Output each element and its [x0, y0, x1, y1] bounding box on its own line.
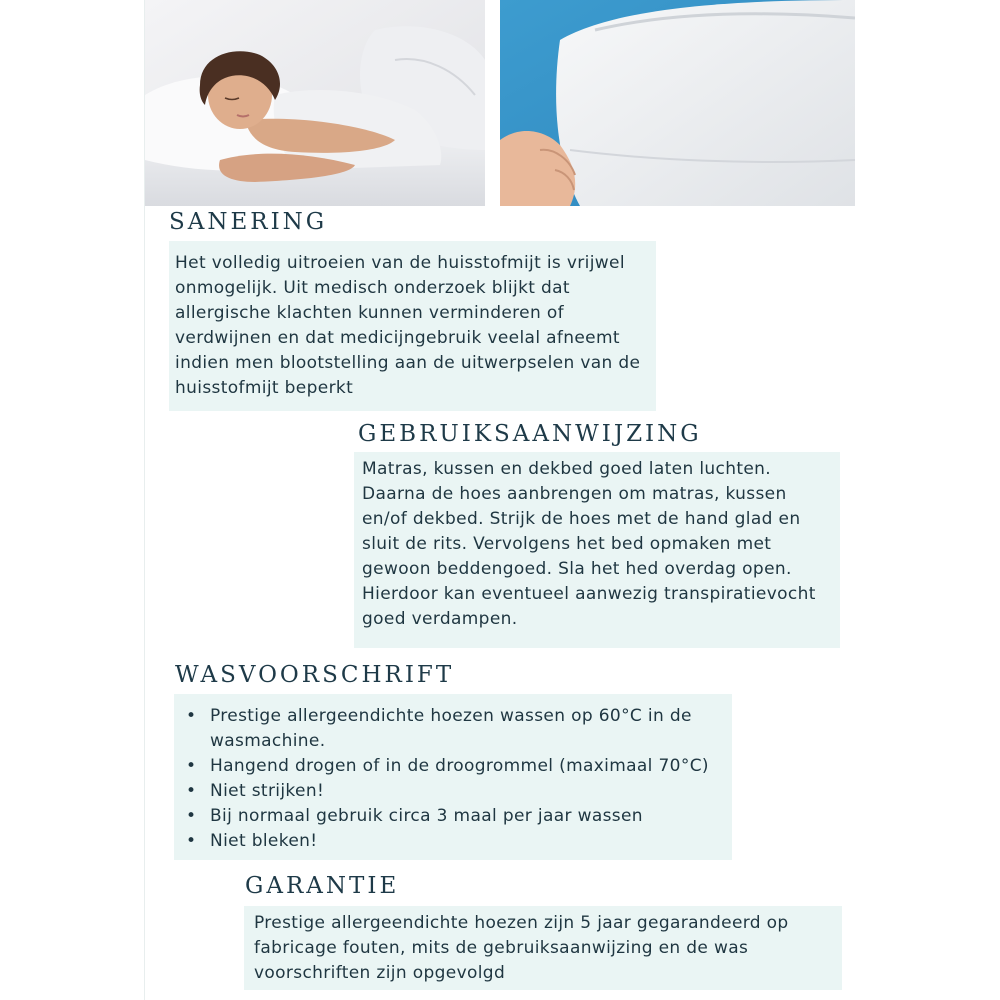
list-item	[174, 704, 724, 754]
gebruiksaanwijzing-text-box	[354, 452, 840, 648]
list-item-text: Bij normaal gebruik circa 3 maal per jaar wassen	[210, 806, 643, 826]
wasvoorschrift-text-box	[174, 694, 732, 860]
bullet-icon: •	[186, 831, 197, 851]
list-item	[174, 829, 724, 854]
bullet-icon: •	[186, 756, 197, 776]
list-item	[174, 804, 724, 829]
garantie-text-box	[244, 906, 842, 990]
bullet-icon: •	[186, 781, 197, 801]
sanering-heading: SANERING	[169, 209, 328, 235]
garantie-heading: GARANTIE	[245, 873, 400, 899]
gebruiksaanwijzing-body: Matras, kussen en dekbed goed laten luchten. Daarna de hoes aanbrengen om matras, kussen en/of dekbed. Strijk de hoes met de hand glad en sluit de rits. Vervolgens het bed opmaken met gewoon beddengoed. Sla het hed overdag open. Hierdoor kan eventueel aanwezig transpiratievocht goed verdampen.	[362, 459, 816, 629]
sleeping-woman-photo	[145, 0, 485, 206]
list-item-text: Niet bleken!	[210, 831, 318, 851]
list-item-text: Niet strijken!	[210, 781, 325, 801]
sleeping-woman-illustration	[145, 0, 485, 206]
mattress-cover-photo	[500, 0, 855, 206]
mattress-cover-illustration	[500, 0, 855, 206]
list-item	[174, 779, 724, 804]
garantie-body: Prestige allergeendichte hoezen zijn 5 jaar gegarandeerd op fabricage fouten, mits de gebruiksaanwijzing en de was voorschriften zijn opgevolgd	[254, 913, 789, 983]
bullet-icon: •	[186, 706, 197, 726]
sanering-text-box	[169, 241, 656, 411]
wasvoorschrift-heading: WASVOORSCHRIFT	[175, 662, 455, 688]
bullet-icon: •	[186, 806, 197, 826]
list-item-text: Prestige allergeendichte hoezen wassen op 60°C in de wasmachine.	[210, 706, 692, 751]
sanering-body: Het volledig uitroeien van de huisstofmijt is vrijwel onmogelijk. Uit medisch onderzoek blijkt dat allergische klachten kunnen verminderen of verdwijnen en dat medicijngebruik veelal afneemt indien men blootstelling aan de uitwerpselen van de huisstofmijt beperkt	[175, 253, 641, 398]
list-item	[174, 754, 724, 779]
wasvoorschrift-list	[174, 704, 724, 854]
list-item-text: Hangend drogen of in de droogrommel (maximaal 70°C)	[210, 756, 709, 776]
gebruiksaanwijzing-heading: GEBRUIKSAANWIJZING	[358, 421, 702, 447]
